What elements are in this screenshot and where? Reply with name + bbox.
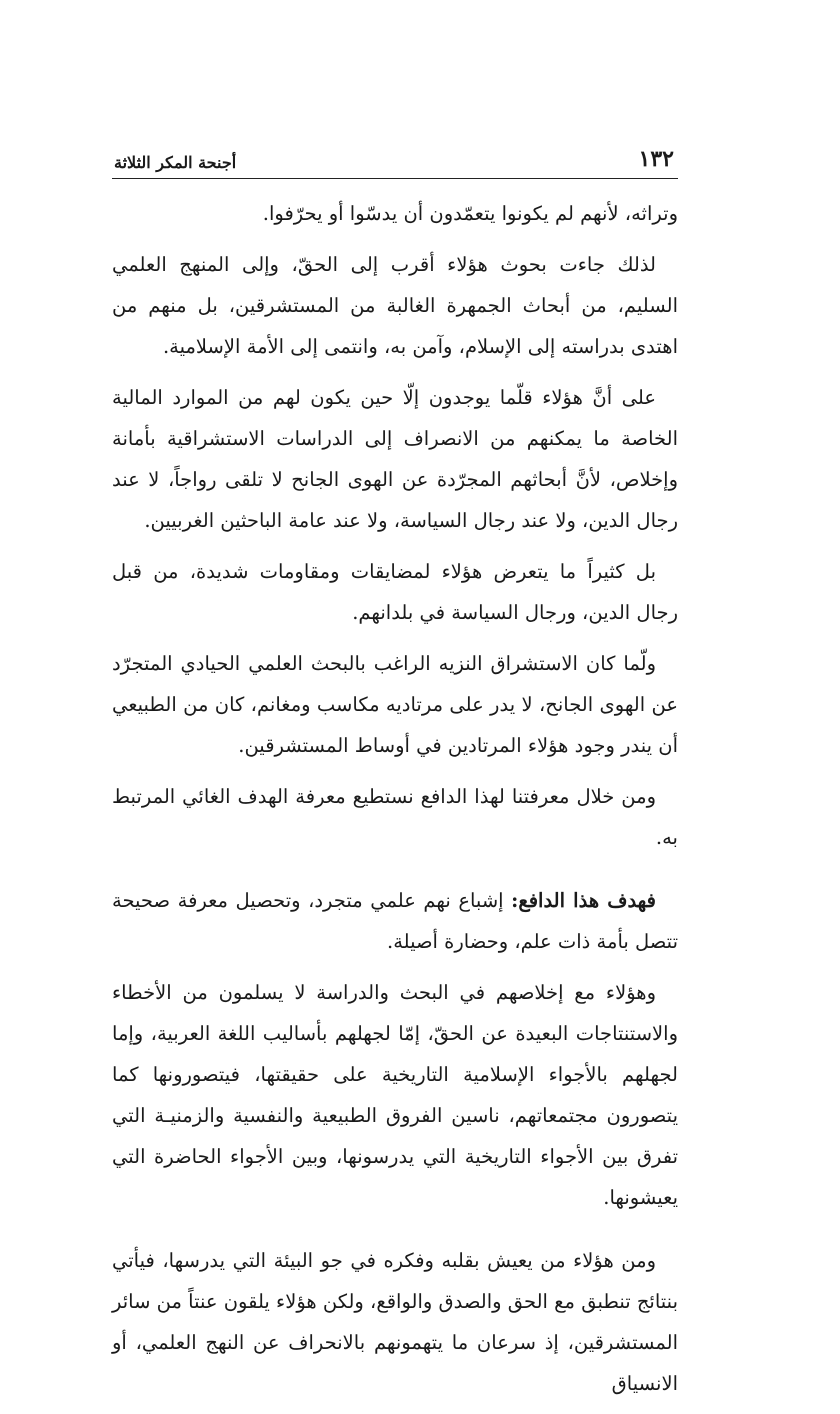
running-header [112, 138, 678, 179]
paragraph-8: وهؤلاء مع إخلاصهم في البحث والدراسة لا يسلمون من الأخطاء والاستنتاجات البعيدة عن الحقّ، إمّا لجهلهم بأساليب اللغة العربية، وإما لجهلهم بالأجواء الإسلامية التاريخية على حقيقتها، فيتصورونها كما يتصورون مجتمعاتهم، ناسين الفروق الطبيعية والنفسية والزمنيـة التي تفرق بين الأجواء التاريخية التي يدرسونها، وبين الأجواء الحاضرة التي يعيشونها. [112, 981, 678, 1209]
paragraph-3: على أنَّ هؤلاء قلّما يوجدون إلّا حين يكون لهم من الموارد المالية الخاصة ما يمكنهم من الانصراف إلى الدراسات الاستشراقية بأمانة وإخلاص، لأنَّ أبحاثهم المجرّدة عن الهوى الجانح لا تلقى رواجاً، لا عند رجال الدين، ولا عند رجال السياسة، ولا عند عامة الباحثين الغربيين. [112, 386, 678, 532]
page-number: ١٣٢ [638, 146, 674, 172]
paragraph-9: ومن هؤلاء من يعيش بقلبه وفكره في جو البيئة التي يدرسها، فيأتي بنتائج تنطبق مع الحق والصدق والواقع، ولكن هؤلاء يلقون عنتاً من سائر المستشرقين، إذ سرعان ما يتهمونهم بالانحراف عن النهج العلمي، أو الانسياق [112, 1249, 678, 1395]
book-title: أجنحة المكر الثلاثة [114, 153, 237, 172]
paragraph-7 [112, 880, 678, 962]
paragraph-5: ولّما كان الاستشراق النزيه الراغب بالبحث العلمي الحيادي المتجرّد عن الهوى الجانح، لا يدر على مرتاديه مكاسب ومغانم، كان من الطبيعي أن يندر وجود هؤلاء المرتادين في أوساط المستشرقين. [112, 652, 678, 757]
body-text [112, 193, 678, 1404]
paragraph-4: بل كثيراً ما يتعرض هؤلاء لمضايقات ومقاومات شديدة، من قبل رجال الدين، ورجال السياسة في بلدانهم. [112, 560, 678, 624]
paragraph-7-lead: فهدف هذا الدافع: [511, 889, 656, 912]
paragraph-7-text: إشباع نهم علمي متجرد، وتحصيل معرفة صحيحة تتصل بأمة ذات علم، وحضارة أصيلة. [112, 889, 678, 953]
paragraph-2: لذلك جاءت بحوث هؤلاء أقرب إلى الحقّ، وإلى المنهج العلمي السليم، من أبحاث الجمهرة الغالبة من المستشرقين، بل منهم من اهتدى بدراسته إلى الإسلام، وآمن به، وانتمى إلى الأمة الإسلامية. [112, 253, 678, 358]
paragraph-6: ومن خلال معرفتنا لهذا الدافع نستطيع معرفة الهدف الغائي المرتبط به. [112, 785, 678, 849]
paragraph-1: وتراثه، لأنهم لم يكونوا يتعمّدون أن يدسّوا أو يحرّفوا. [262, 202, 678, 225]
book-page [112, 138, 678, 1414]
